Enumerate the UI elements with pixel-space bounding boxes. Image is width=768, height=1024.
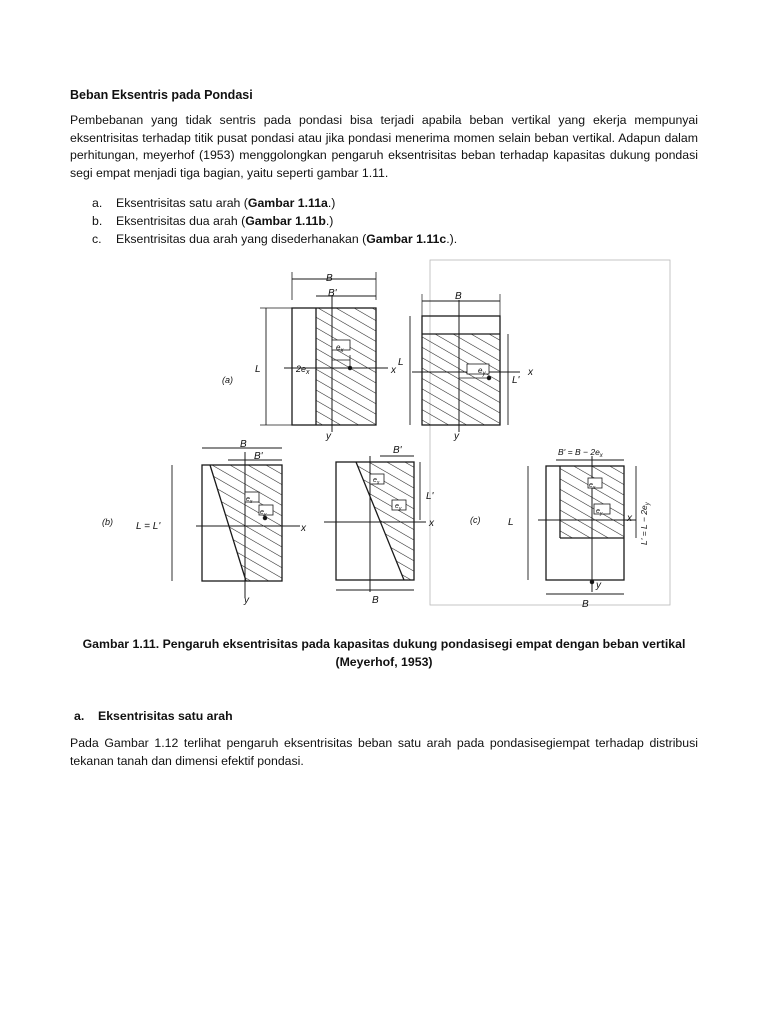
figure-1-11 [100, 255, 680, 625]
dim-L-c: L [508, 517, 514, 528]
dim-B-a1: B [326, 273, 333, 284]
list-item: b. Eksentrisitas dua arah (Gambar 1.11b.) [92, 213, 334, 228]
section-heading: Beban Eksentris pada Pondasi [70, 88, 253, 102]
caption-line-2: (Meyerhof, 1953) [335, 654, 433, 669]
intro-paragraph: Pembebanan yang tidak sentris pada pondasi bisa terjadi apabila beban vertikal yang ekerja mempunyai eksentrisitas terhadap titik pusat pondasi atau jika pondasi menerima momen selain beban vertikal. Adapun dalam perhitungan, meyerhof (1953) menggolongkan pengaruh eksentrisitas beban terhadap kapasitas dukung pondasi segi empat menjadi tiga bagian, yaitu seperti gambar 1.11. [70, 113, 698, 180]
dim-Bprime-eq: $B' = B - 2e_x$ [558, 447, 603, 459]
dim-2ex: $2e_x$ [296, 364, 310, 376]
body-paragraph-2: Pada Gambar 1.12 terlihat pengaruh eksentrisitas beban satu arah pada pondasisegiempat terhadap distribusi tekanan tanah dan dimensi efektif pondasi. [70, 736, 698, 768]
list-item: c. Eksentrisitas dua arah yang disederhanakan (Gambar 1.11c.). [92, 231, 458, 246]
panel-c [528, 456, 636, 594]
axis-y-a2: y [454, 431, 459, 442]
dim-Lprime-eq: $L' = L - 2e_y$ [639, 502, 651, 545]
axis-x-a2: x [528, 367, 533, 378]
caption-line-1: Gambar 1.11. Pengaruh eksentrisitas pada kapasitas dukung pondasisegi empat dengan beban vertikal [82, 637, 686, 651]
axis-x-b1: x [301, 523, 306, 534]
label-ex-b1: $e_x$ [246, 496, 253, 505]
axis-x-a1: x [391, 365, 396, 376]
label-ex-a1: $e_x$ [336, 343, 344, 354]
eccentricity-list [92, 195, 457, 248]
panel-a-label: (a) [222, 375, 233, 385]
dim-Bprime-b1: B' [254, 451, 263, 462]
panel-a-right [410, 294, 520, 432]
label-ex-b2: $e_x$ [373, 477, 380, 486]
dim-B-a2: B [455, 291, 462, 302]
dim-L-eq-Lprime: L = L' [136, 521, 161, 532]
label-ey-c: $e_y$ [596, 508, 603, 517]
faint-background-text [430, 260, 670, 605]
list-item: a. Eksentrisitas satu arah (Gambar 1.11a.) [92, 196, 336, 210]
panel-b-left [172, 448, 300, 598]
eccentricity-diagram [100, 255, 680, 625]
dim-B-b2: B [372, 595, 379, 606]
figure-caption [60, 636, 708, 671]
panel-c-label: (c) [470, 515, 481, 525]
panel-b-label: (b) [102, 517, 113, 527]
axis-y-b1: y [244, 595, 249, 606]
axis-x-c: x [627, 513, 632, 524]
label-ey-b2: $e_y$ [395, 503, 402, 512]
label-ey-a2: $e_y$ [478, 366, 486, 377]
axis-y-c: y [596, 580, 601, 591]
label-ex-c: $e_x$ [589, 482, 596, 491]
subsection-heading: a. Eksentrisitas satu arah [74, 709, 233, 723]
axis-x-b2: x [429, 518, 434, 529]
dim-Bprime-b2: B' [393, 445, 402, 456]
dim-Bprime-a1: B' [328, 288, 337, 299]
dim-B-b1: B [240, 439, 247, 450]
dim-Lprime-b2: L' [426, 491, 434, 502]
label-ey-b1: $e_y$ [260, 509, 267, 518]
dim-L-a1: L [255, 364, 261, 375]
dim-B-c: B [582, 599, 589, 610]
axis-y-a1: y [326, 431, 331, 442]
dim-L-a2: L [398, 357, 404, 368]
dim-Lprime-a2: L' [512, 375, 520, 386]
